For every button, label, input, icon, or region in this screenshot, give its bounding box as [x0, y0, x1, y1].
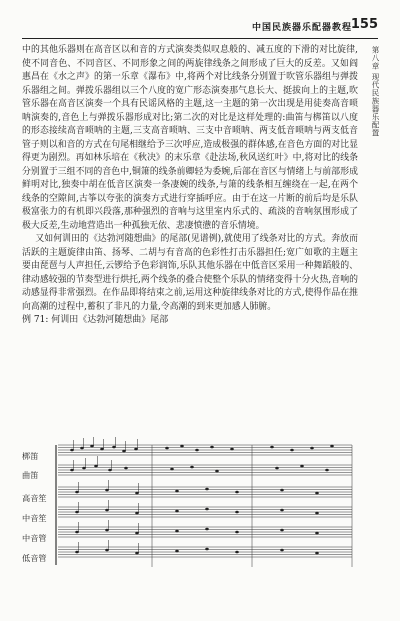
body-text: [22, 44, 358, 328]
page-header: [22, 14, 378, 39]
instrument-label: 中音管: [22, 533, 47, 543]
instrument-label: 低音管: [22, 553, 47, 563]
instrument-label: 曲笛: [22, 470, 39, 480]
paragraph: 又如何训田的《达勃河随想曲》的尾部(见谱例),就使用了线条对比的方式。奔放而活跃的主题旋律由笛、扬琴、二胡与有音高的色彩性打击乐器担任;宽广如歌的主题主要由琵琶与人声担任,云锣给予色彩润饰,乐队其他乐器在中低音区采用一种舞蹈般的、律动感较强的节奏型进行烘托,两个线条的叠合使整个乐队的情绪变得十分火热,音响的动感显得非常强烈。在作品即将结束之前,运用这种旋律线条对比的方式,使得作品在推向高潮的过程中,蓄积了非凡的力量,令高潮的到来更加感人肺腑。: [22, 234, 358, 312]
music-score-excerpt: [22, 437, 362, 615]
instrument-label: 中音笙: [22, 513, 47, 523]
running-title: 中国民族器乐配器教程: [251, 23, 352, 33]
instrument-label: 梆笛: [22, 451, 39, 461]
instrument-label: 高音笙: [22, 493, 47, 503]
section-label: 现代民族器乐配置: [371, 72, 380, 137]
chapter-label: 第八章: [371, 46, 380, 70]
chapter-side-tab: [366, 46, 380, 137]
paragraph: 中的其他乐器则在高音区以和音的方式演奏类似叹息般的、减五度的下滑的对比旋律,使不同音色、不同音区、不同形象之间的两旋律线条之间形成了巨大的反差。又如阎惠昌在《水之声》的第一乐章《瀑布》中,将两个对比线条分别置于吹管乐器组与弹拨乐器组之间。弹拨乐器组以三个八度的宽广形态演奏那气息长大、挺拔向上的主题,吹管乐器在高音区演奏一个具有民谣风格的主题,这一主题的第一次出现是用徒奏高音唢呐演奏的,音色上与弹拨乐器形成对比;第二次的对比是这样处理的:曲笛与梆笛以八度的形态接续高音唢呐的主题,三支高音唢呐、三支中音唢呐、两支低音唢呐与两支低音管子则以和音的方式在句尾相继给予三次呼应,造成极强的群体感,在音色方面的对比显得更为剧烈。再如林乐培在《秋决》的末乐章《赴法场,秋风送红叶》中,将对比的线条分别置于三组不同的音色中,铜箫的线条前卿轻为委婉,后部在音区与情绪上与前部形成鲜明对比,独奏中胡在低音区演奏一条凄婉的线条,与箫的线条相互缠绕在一起,在两个线条的空隙间,古筝以夸张的演奏方式进行穿插呼应。由于在这一片断的前后均是乐队极富张力的有机即兴段落,那种强烈的音响与这里室内乐式的、疏淡的音响氛围形成了极大反差,生动地营造出一种孤独无依、悲凄愤懑的音乐情境。: [22, 45, 358, 231]
page-number: 155: [350, 17, 378, 32]
example-caption: 例 71: 何训田《达勃河随想曲》尾部: [22, 315, 169, 325]
